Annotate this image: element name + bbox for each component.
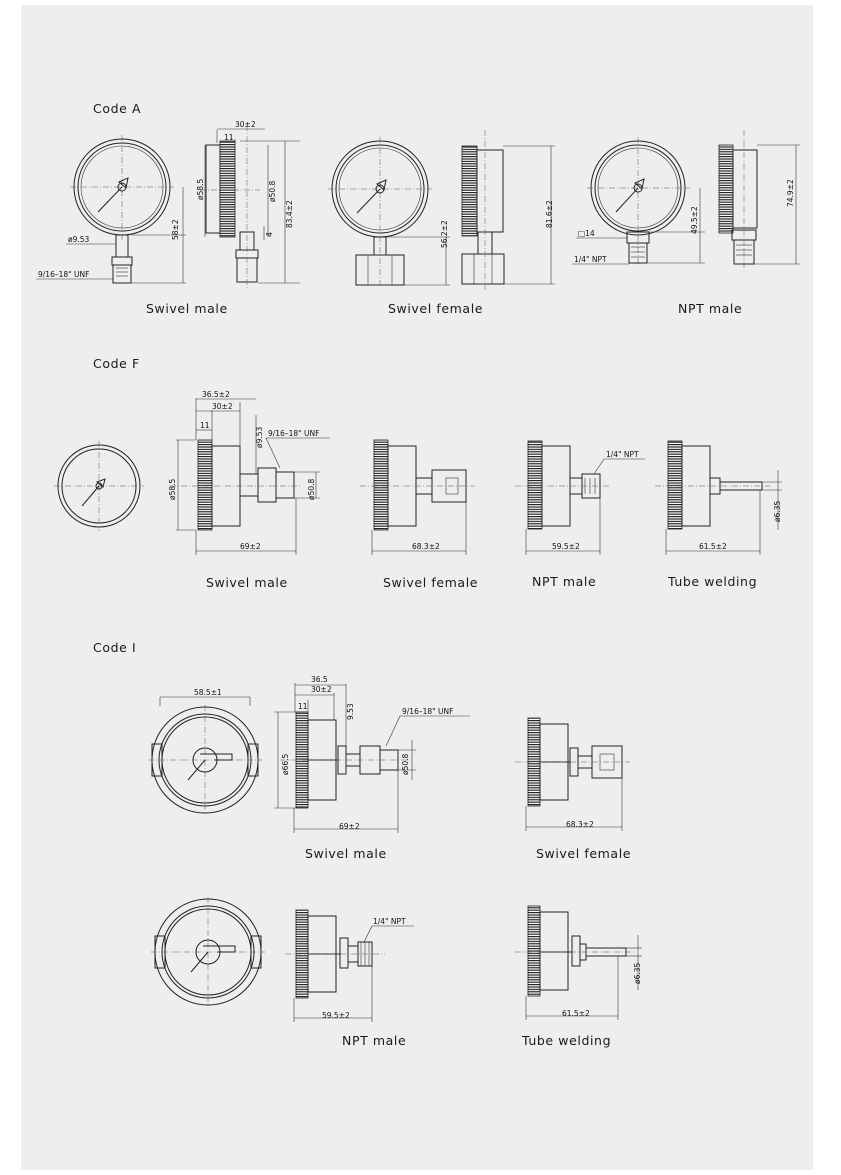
code-a-dim-49-5: 49.5±2 bbox=[690, 206, 699, 234]
code-f-swivel-male-side-view bbox=[170, 398, 320, 555]
code-i-tube-welding-side-view bbox=[515, 906, 642, 1020]
code-i-caption-npt-male: NPT male bbox=[342, 1033, 407, 1048]
code-f-dim-69: 69±2 bbox=[240, 542, 261, 551]
code-i-dim-npt: 1/4" NPT bbox=[373, 917, 406, 926]
code-i-caption-swivel-male: Swivel male bbox=[305, 846, 387, 861]
code-f-dim-61-5: 61.5±2 bbox=[699, 542, 727, 551]
code-f-swivel-female-side-view bbox=[360, 440, 475, 555]
code-i-dim-58-5: 58.5±1 bbox=[194, 688, 222, 697]
code-i-heading: Code I bbox=[93, 640, 137, 655]
code-f-dim-68-3: 68.3±2 bbox=[412, 542, 440, 551]
code-i-dim-phi50-8: ø50.8 bbox=[401, 753, 410, 775]
code-a-dim-4: 4 bbox=[265, 232, 274, 237]
code-f-caption-swivel-male: Swivel male bbox=[206, 575, 288, 590]
code-a-dim-unf: 9/16–18" UNF bbox=[38, 270, 90, 279]
code-a-heading: Code A bbox=[93, 101, 142, 116]
code-f-dim-59-5: 59.5±2 bbox=[552, 542, 580, 551]
code-f-dim-11: 11 bbox=[200, 421, 210, 430]
code-f-caption-tube-welding: Tube welding bbox=[668, 574, 758, 589]
code-i-caption-tube-welding: Tube welding bbox=[522, 1033, 612, 1048]
code-i-caption-swivel-female: Swivel female bbox=[536, 846, 632, 861]
code-f-dim-unf: 9/16–18" UNF bbox=[268, 429, 320, 438]
code-i-npt-male-front-view bbox=[151, 897, 265, 1007]
code-i-dim-36-5: 36.5 bbox=[311, 675, 328, 684]
code-a-caption-swivel-female: Swivel female bbox=[388, 301, 484, 316]
code-i-swivel-female-side-view bbox=[515, 718, 630, 831]
code-f-dim-phi6-35: ø6.35 bbox=[773, 500, 782, 522]
code-a-swivel-male-front-view bbox=[70, 135, 186, 283]
code-a-swivel-female-side-view bbox=[462, 130, 555, 290]
code-a-dim-phi50-8: ø50.8 bbox=[268, 180, 277, 202]
code-i-swivel-male-front-view bbox=[148, 697, 262, 815]
code-f-dim-phi9-53: ø9.53 bbox=[255, 426, 264, 448]
code-f-dim-npt: 1/4" NPT bbox=[606, 450, 639, 459]
code-i-dim-68-3: 68.3±2 bbox=[566, 820, 594, 829]
code-i-dim-69: 69±2 bbox=[339, 822, 360, 831]
code-f-tube-welding-side-view bbox=[655, 441, 782, 555]
code-i-dim-9-53: 9.53 bbox=[346, 703, 355, 720]
code-f-dim-30: 30±2 bbox=[212, 402, 233, 411]
code-i-dim-phi66-5: ø66.5 bbox=[281, 753, 290, 775]
code-a-dim-11: 11 bbox=[224, 133, 234, 142]
code-i-dim-59-5: 59.5±2 bbox=[322, 1011, 350, 1020]
code-a-npt-male-front-view bbox=[587, 137, 705, 265]
code-a-dim-phi58-5: ø58.5 bbox=[196, 178, 205, 200]
code-a-dim-56-2: 56.2±2 bbox=[440, 220, 449, 248]
code-a-dim-sq14: □14 bbox=[578, 229, 595, 238]
code-a-dim-30: 30±2 bbox=[235, 120, 256, 129]
code-f-dim-phi58-5: ø58.5 bbox=[168, 478, 177, 500]
code-i-npt-male-side-view bbox=[285, 910, 414, 1022]
code-i-dim-30: 30±2 bbox=[311, 685, 332, 694]
code-a-dim-58: 58±2 bbox=[171, 219, 180, 240]
code-i-dim-unf: 9/16–18" UNF bbox=[402, 707, 454, 716]
code-i-dim-61-5: 61.5±2 bbox=[562, 1009, 590, 1018]
code-i-dim-phi6-35: ø6.35 bbox=[633, 962, 642, 984]
code-f-caption-swivel-female: Swivel female bbox=[383, 575, 479, 590]
code-a-caption-swivel-male: Swivel male bbox=[146, 301, 228, 316]
code-f-dim-phi50-8: ø50.8 bbox=[307, 478, 316, 500]
code-f-dim-36-5: 36.5±2 bbox=[202, 390, 230, 399]
code-f-heading: Code F bbox=[93, 356, 140, 371]
code-a-swivel-female-front-view bbox=[328, 137, 450, 285]
code-a-dim-npt: 1/4" NPT bbox=[574, 255, 607, 264]
code-a-caption-npt-male: NPT male bbox=[678, 301, 743, 316]
code-a-dim-74-9: 74.9±2 bbox=[786, 179, 795, 207]
code-a-dim-phi9-53: ø9.53 bbox=[68, 235, 90, 244]
code-a-dim-81-6: 81.6±2 bbox=[545, 200, 554, 228]
code-f-caption-npt-male: NPT male bbox=[532, 574, 597, 589]
code-a-dim-83-4: 83.4±2 bbox=[285, 200, 294, 228]
code-i-dim-11: 11 bbox=[298, 702, 308, 711]
code-f-front-view bbox=[54, 441, 144, 531]
